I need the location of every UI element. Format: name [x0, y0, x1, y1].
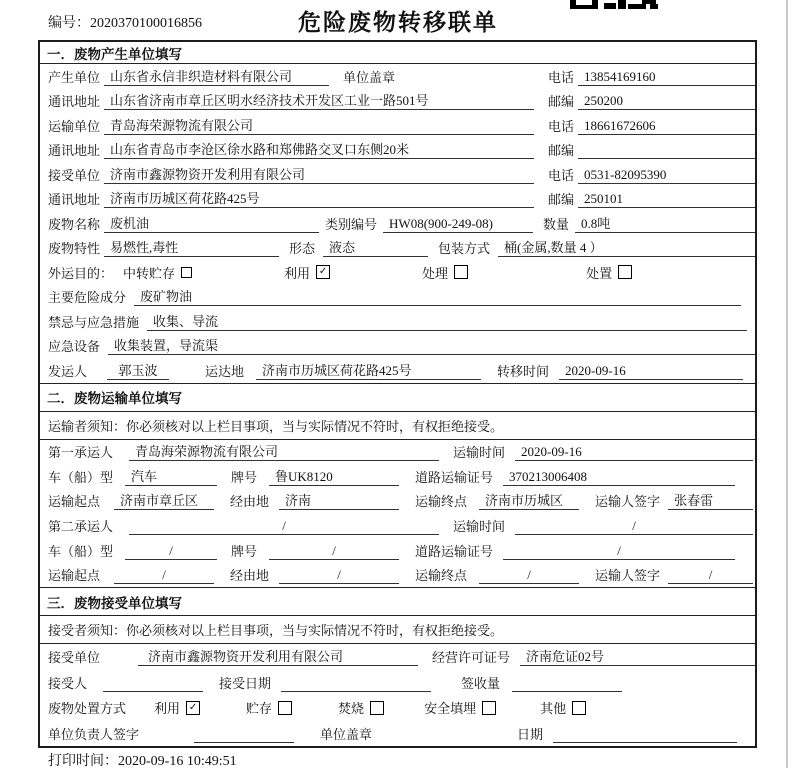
property-label: 废物特性	[48, 241, 101, 257]
time-label: 运输时间	[453, 445, 506, 461]
sign-label: 运输人签字	[595, 494, 661, 510]
accept-date-value	[281, 673, 431, 692]
transporter-row	[40, 113, 755, 138]
waste-property-row	[40, 236, 755, 261]
accept-date-label: 接受日期	[219, 675, 272, 691]
carrier1-label: 第一承运人	[48, 445, 114, 461]
plate-label: 牌号	[231, 543, 258, 559]
section-2-notice: 运输者须知：你必须核对以上栏目事项，当与实际情况不符时，有权拒绝接受。	[40, 412, 755, 440]
acceptor-label: 接受人	[48, 675, 88, 691]
print-time-line	[48, 750, 237, 768]
checkbox-utilize	[316, 265, 330, 279]
zip-label: 邮编	[547, 192, 574, 208]
checkbox-mark: ✓	[188, 701, 198, 713]
dest-label: 运达地	[205, 363, 245, 379]
checkbox-incinerate	[370, 701, 384, 715]
taboo-value: 收集、导流	[147, 312, 747, 331]
permit-value: /	[503, 541, 735, 560]
disposal-label: 废物处置方式	[48, 701, 127, 717]
checkbox-utilize	[186, 701, 200, 715]
producer-address-row	[40, 89, 755, 114]
section-3-header: 三．废物接受单位填写	[40, 587, 755, 616]
time-value: /	[515, 516, 753, 535]
via-label: 经由地	[230, 494, 270, 510]
zip-label: 邮编	[547, 143, 574, 159]
checkbox-landfill	[482, 701, 496, 715]
shipper-value: 郭玉波	[107, 361, 169, 380]
checkbox-treat	[454, 265, 468, 279]
transfer-time-value: 2020-09-16	[559, 361, 743, 380]
sign-value: 张春雷	[668, 491, 753, 510]
permit-label: 道路运输证号	[415, 469, 494, 485]
qr-code-fragment	[570, 0, 658, 9]
checkbox-other	[572, 701, 586, 715]
phone-label: 电话	[547, 118, 574, 134]
checkbox-mark: ✓	[318, 266, 328, 278]
waste-name-value: 废机油	[104, 214, 319, 233]
packing-value: 桶(金属,数量 4 ）	[498, 238, 755, 257]
address-value: 山东省青岛市李沧区徐水路和郑佛路交叉口东侧20米	[104, 140, 534, 159]
origin-label: 运输起点	[48, 494, 101, 510]
equipment-label: 应急设备	[48, 339, 101, 355]
end-label: 运输终点	[415, 568, 468, 584]
carrier2-value: /	[129, 516, 439, 535]
category-label: 类别编号	[325, 216, 378, 232]
phone-label: 电话	[547, 167, 574, 183]
checkbox-transfer-storage	[181, 267, 192, 278]
address-label: 通讯地址	[48, 143, 101, 159]
purpose-row	[40, 260, 755, 285]
sign-label: 运输人签字	[595, 568, 661, 584]
qr-block	[628, 4, 646, 9]
receiver-label: 接受单位	[48, 167, 101, 183]
option-label: 利用	[284, 265, 311, 281]
dest-value: 济南市历城区荷花路425号	[256, 361, 481, 380]
accept-unit-label: 接受单位	[48, 650, 101, 666]
permit-value: 370213006408	[503, 467, 735, 486]
address-label: 通讯地址	[48, 94, 101, 110]
property-value: 易燃性,毒性	[104, 238, 279, 257]
vehicle-value: /	[125, 541, 217, 560]
carrier1-value: 青岛海荣源物流有限公司	[129, 442, 439, 461]
receiver-address-row	[40, 187, 755, 212]
producer-row	[40, 64, 755, 89]
quantity-label: 数量	[543, 216, 570, 232]
via-label: 经由地	[230, 568, 270, 584]
option-label: 贮存	[246, 701, 273, 717]
transporter-label: 运输单位	[48, 118, 101, 134]
packing-label: 包装方式	[438, 241, 491, 257]
date-label: 日期	[517, 726, 544, 742]
time-label: 运输时间	[453, 519, 506, 535]
accept-unit-value: 济南市鑫源物资开发利用有限公司	[138, 647, 418, 666]
phone-label: 电话	[547, 69, 574, 85]
transfer-time-label: 转移时间	[497, 363, 550, 379]
seal-label: 单位盖章	[343, 69, 396, 85]
via-value: /	[279, 565, 399, 584]
page-title: 危险废物转移联单	[298, 10, 498, 36]
origin-value: 济南市章丘区	[114, 491, 214, 510]
permit-label: 道路运输证号	[415, 543, 494, 559]
qr-block	[650, 4, 658, 9]
section-3-notice: 接受者须知：你必须核对以上栏目事项，当与实际情况不符时，有权拒绝接受。	[40, 616, 755, 644]
receiver-value: 济南市鑫源物资开发利用有限公司	[104, 165, 534, 184]
via-value: 济南	[279, 491, 399, 510]
transporter-value: 青岛海荣源物流有限公司	[104, 116, 534, 135]
option-label: 处置	[586, 265, 613, 281]
purpose-label: 外运目的：	[48, 265, 114, 281]
taboo-row	[40, 309, 755, 334]
plate-value: /	[269, 541, 399, 560]
phone-value: 13854169160	[578, 67, 755, 86]
category-value: HW08(900-249-08)	[383, 214, 533, 233]
acceptor-value	[103, 673, 203, 692]
checkbox-dispose	[618, 265, 632, 279]
phone-value: 18661672606	[578, 116, 755, 135]
plate-value: 鲁UK8120	[269, 467, 399, 486]
hazard-row	[40, 285, 755, 310]
option-label: 利用	[154, 701, 181, 717]
vehicle-value: 汽车	[125, 467, 217, 486]
zip-value: 250101	[578, 189, 755, 208]
end-value: /	[479, 565, 579, 584]
accept-unit-row	[40, 644, 755, 670]
date-value	[553, 724, 737, 743]
disposal-row	[40, 695, 755, 721]
phone-value: 0531-82095390	[578, 165, 755, 184]
address-value: 山东省济南市章丘区明水经济技术开发区工业一路501号	[104, 91, 534, 110]
end-label: 运输终点	[415, 494, 468, 510]
hazard-label: 主要危险成分	[48, 290, 127, 306]
route2-row	[40, 562, 755, 587]
form-value: 液态	[323, 238, 428, 257]
section-1-header: 一．废物产生单位填写	[40, 42, 755, 64]
option-label: 焚烧	[338, 701, 365, 717]
section-1-rows	[40, 64, 755, 383]
vehicle-label: 车（船）型	[48, 543, 114, 559]
origin-label: 运输起点	[48, 568, 101, 584]
waste-name-label: 废物名称	[48, 216, 101, 232]
carrier2-label: 第二承运人	[48, 519, 114, 535]
option-label: 其他	[540, 701, 567, 717]
manager-sign-label: 单位负责人签字	[48, 726, 140, 742]
carrier1-row	[40, 440, 755, 465]
address-value: 济南市历城区荷花路425号	[104, 189, 534, 208]
zip-value: 250200	[578, 91, 755, 110]
sign-qty-label: 签收量	[461, 675, 501, 691]
form-label: 形态	[289, 241, 316, 257]
end-value: 济南市历城区	[479, 491, 579, 510]
qr-block	[570, 0, 598, 9]
shipper-label: 发运人	[48, 363, 88, 379]
shipper-row	[40, 358, 755, 383]
section-2-rows	[40, 440, 755, 588]
page-edge-line	[786, 0, 788, 768]
receiver-row	[40, 162, 755, 187]
license-label: 经营许可证号	[432, 650, 511, 666]
route1-row	[40, 489, 755, 514]
waste-name-row	[40, 211, 755, 236]
license-value: 济南危证02号	[520, 647, 755, 666]
equipment-value: 收集装置，导流渠	[108, 336, 755, 355]
section-3-rows	[40, 644, 755, 746]
origin-value: /	[114, 565, 214, 584]
vehicle-label: 车（船）型	[48, 469, 114, 485]
transporter-address-row	[40, 138, 755, 163]
option-label: 安全填埋	[424, 701, 477, 717]
acceptor-row	[40, 670, 755, 696]
carrier2-row	[40, 513, 755, 538]
form-table	[38, 40, 757, 748]
plate-label: 牌号	[231, 469, 258, 485]
option-label: 中转贮存	[123, 265, 176, 281]
vehicle1-row	[40, 464, 755, 489]
unit-seal-label: 单位盖章	[320, 726, 373, 742]
zip-value	[578, 140, 755, 159]
manager-sign-value	[194, 724, 294, 743]
sign-qty-value	[512, 673, 622, 692]
option-label: 处理	[422, 265, 449, 281]
producer-label: 产生单位	[48, 69, 101, 85]
sign-value: /	[668, 565, 753, 584]
vehicle2-row	[40, 538, 755, 563]
address-label: 通讯地址	[48, 192, 101, 208]
quantity-value: 0.8吨	[575, 214, 755, 233]
producer-value: 山东省永信非织造材料有限公司	[104, 67, 329, 86]
zip-label: 邮编	[547, 94, 574, 110]
checkbox-store	[278, 701, 292, 715]
section-2-header: 二．废物运输单位填写	[40, 383, 755, 412]
serial-label: 编号：	[48, 16, 90, 31]
serial-number: 2020370100016856	[90, 16, 202, 31]
qr-block	[618, 0, 626, 9]
hazard-value: 废矿物油	[134, 287, 741, 306]
qr-block	[604, 3, 616, 9]
taboo-label: 禁忌与应急措施	[48, 314, 140, 330]
time-value: 2020-09-16	[515, 442, 753, 461]
print-time-label: 打印时间：	[48, 754, 118, 768]
manager-sign-row	[40, 721, 755, 747]
print-time-value: 2020-09-16 10:49:51	[118, 754, 237, 768]
equipment-row	[40, 334, 755, 359]
